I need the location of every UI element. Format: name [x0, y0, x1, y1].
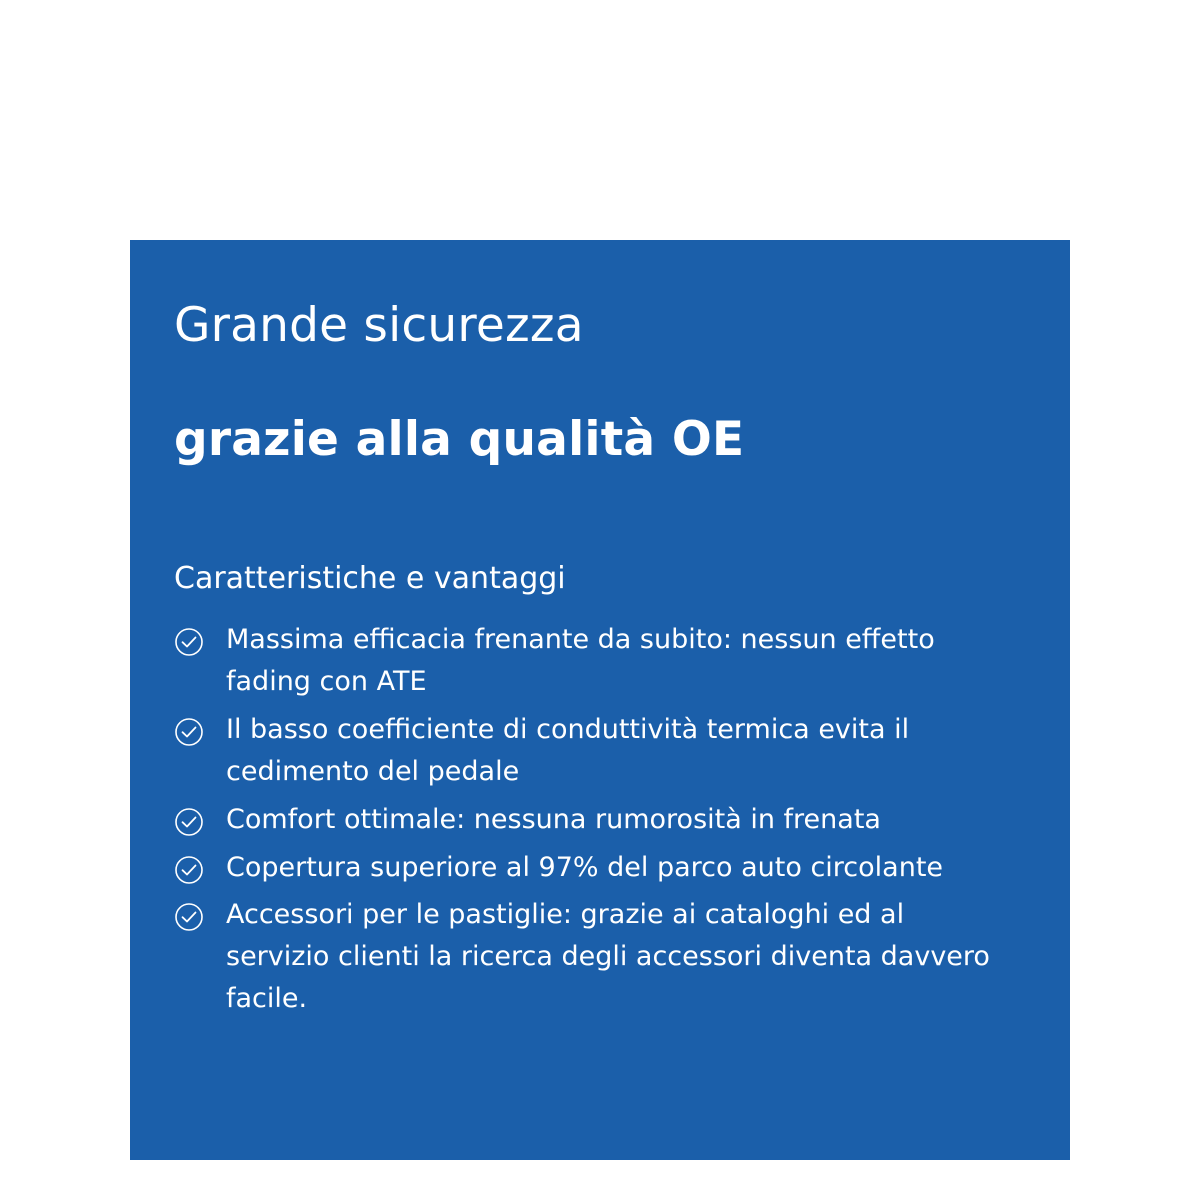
- check-circle-icon: [174, 902, 204, 932]
- feature-text: Copertura superiore al 97% del parco auto circolante: [226, 851, 944, 883]
- check-circle-icon: [174, 855, 204, 885]
- list-item: [174, 709, 1010, 793]
- check-circle-icon: [174, 717, 204, 747]
- check-circle-icon: [174, 807, 204, 837]
- feature-text: Comfort ottimale: nessuna rumorosità in frenata: [226, 803, 881, 835]
- list-item: [174, 799, 1010, 841]
- list-item: [174, 619, 1010, 703]
- page-title-line2: grazie alla qualità OE: [174, 411, 745, 467]
- list-item: [174, 894, 1010, 1020]
- feature-text: Accessori per le pastiglie: grazie ai cataloghi ed al servizio clienti la ricerca degli accessori diventa davvero facile.: [226, 899, 990, 1015]
- page-title-line1: Grande sicurezza: [174, 298, 584, 353]
- features-subheading: Caratteristiche e vantaggi: [174, 561, 566, 597]
- list-item: [174, 847, 1010, 889]
- feature-text: Massima efficacia frenante da subito: nessun effetto fading con ATE: [226, 624, 935, 698]
- feature-panel: [130, 240, 1070, 1160]
- feature-text: Il basso coefficiente di conduttività termica evita il cedimento del pedale: [226, 714, 910, 787]
- check-circle-icon: [174, 627, 204, 657]
- feature-list: [174, 619, 1010, 1020]
